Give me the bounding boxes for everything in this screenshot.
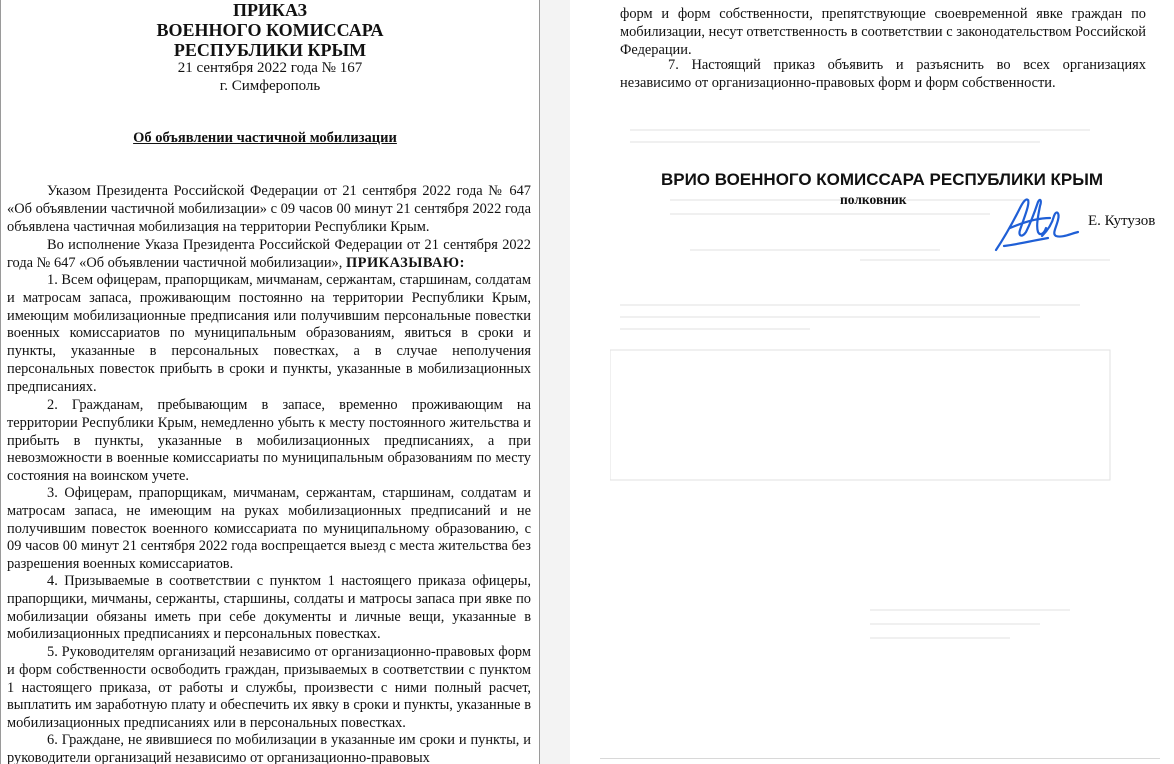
- intro-paragraph: Указом Президента Российской Федерации от 21 сентября 2022 года № 647 «Об объявлении частичной мобилизации» с 09 часов 00 минут 21 сентября 2022 года объявлена частичная мобилизация на территории Республики Крым.: [7, 183, 531, 235]
- order-item-7: 7. Настоящий приказ объявить и разъяснить во всех организациях независимо от организационно-правовых форм и форм собственности.: [620, 57, 1146, 91]
- order-title: ПРИКАЗ: [232, 0, 308, 20]
- order-item-3: 3. Офицерам, прапорщикам, мичманам, сержантам, старшинам, солдатам и матросам запаса, не имеющим на руках мобилизационных предписаний и не получившим повесток военного комиссариата по муниципальному образованию, с 09 часов 00 минут 21 сентября 2022 года воспрещается выезд с места жительства без разрешения военных комиссариатов.: [7, 485, 531, 573]
- document-page-left: [0, 0, 540, 764]
- handwritten-signature: [990, 188, 1080, 258]
- intro-text: Во исполнение Указа Президента Российской Федерации от 21 сентября 2022 года № 647 «Об объявлении частичной мобилизации»,: [7, 237, 531, 271]
- order-item-5: 5. Руководителям организаций независимо от организационно-правовых форм и форм собственности освободить граждан, призываемых в соответствии с пунктом 1 настоящего приказа, от работы и службы, произвести с ними полный расчет, выплатить им заработную плату и обеспечить их явку в сроки и пункты, указанные в мобилизационных предписаниях или в персональных повестках.: [7, 644, 531, 732]
- order-item-6-continuation: форм и форм собственности, препятствующие своевременной явке граждан по мобилизации, несут ответственность в соответствии с законодательством Российской Федерации.: [620, 6, 1146, 58]
- order-issuer: ВОЕННОГО КОМИССАРА: [156, 20, 384, 40]
- signatory-rank: полковник: [840, 192, 907, 207]
- order-subject: Об объявлении частичной мобилизации: [133, 130, 397, 146]
- order-item-1: 1. Всем офицерам, прапорщикам, мичманам, сержантам, старшинам, солдатам и матросам запаса, проживающим постоянно на территории Республики Крым, имеющим мобилизационные предписания или получившим персональные повестки военных комиссариатов по муниципальным образованиям, явиться в сроки и пункты, указанные в персональных повестках, а в случае неполучения персональных повесток прибыть в сроки и пункты, указанные в мобилизационных предписаниях.: [7, 272, 531, 395]
- page-gap: [540, 0, 570, 764]
- signatory-title: ВРИО ВОЕННОГО КОМИССАРА РЕСПУБЛИКИ КРЫМ: [660, 170, 1104, 189]
- order-city: г. Симферополь: [219, 78, 321, 94]
- order-word: ПРИКАЗЫВАЮ:: [345, 254, 465, 271]
- document-page-right: [570, 0, 1174, 764]
- signatory-name: Е. Кутузов: [1088, 213, 1156, 229]
- intro-paragraph-2: [7, 237, 531, 273]
- order-date-number: 21 сентября 2022 года № 167: [177, 60, 363, 76]
- order-item-6: 6. Граждане, не явившиеся по мобилизации в указанные им сроки и пункты, и руководители организаций независимо от организационно-правовых: [7, 732, 531, 764]
- order-item-4: 4. Призываемые в соответствии с пунктом 1 настоящего приказа офицеры, прапорщики, мичманы, сержанты, старшины, солдаты и матросы запаса при явке по мобилизации обязаны иметь при себе документы и личные вещи, указанные в мобилизационных предписаниях и персональных повестках.: [7, 573, 531, 643]
- order-item-2: 2. Гражданам, пребывающим в запасе, временно проживающим на территории Республики Крым, немедленно убыть к месту постоянного жительства и прибыть в пункты, указанные в мобилизационных предписаниях, а при невозможности в военные комиссариаты по муниципальным образованиям по месту состояния на воинском учете.: [7, 397, 531, 485]
- order-region: РЕСПУБЛИКИ КРЫМ: [173, 40, 367, 60]
- page-bottom-rule: [600, 758, 1160, 759]
